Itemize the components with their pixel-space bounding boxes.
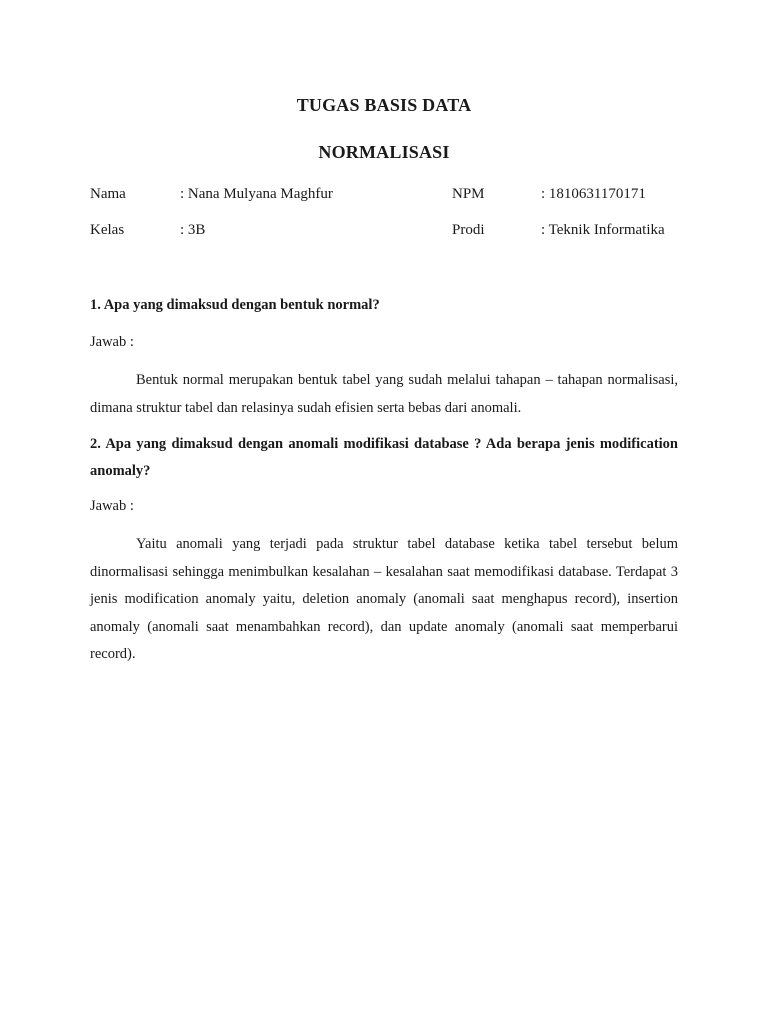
nama-value: : Nana Mulyana Maghfur xyxy=(180,186,333,202)
question-2: 2. Apa yang dimaksud dengan anomali modifikasi database ? Ada berapa jenis modification anomaly? xyxy=(90,436,678,479)
document-title: TUGAS BASIS DATA xyxy=(296,95,472,115)
document-subtitle: NORMALISASI xyxy=(318,142,450,162)
prodi-value: : Teknik Informatika xyxy=(541,222,665,238)
npm-label: NPM xyxy=(452,186,485,202)
answer-label-2: Jawab : xyxy=(90,498,134,514)
answer-label-1: Jawab : xyxy=(90,334,134,350)
answer-2: Yaitu anomali yang terjadi pada struktur tabel database ketika tabel tersebut belum dinormalisasi sehingga menimbulkan kesalahan – kesalahan saat memodifikasi database. Terdapat 3 jenis modification anomaly yaitu, deletion anomaly (anomali saat menghapus record), insertion anomaly (anomali saat menambahkan record), dan update anomaly (anomali saat memperbarui record). xyxy=(90,536,678,662)
kelas-label: Kelas xyxy=(90,222,125,238)
answer-1: Bentuk normal merupakan bentuk tabel yang sudah melalui tahapan – tahapan normalisasi, dimana struktur tabel dan relasinya sudah efisien serta bebas dari anomali. xyxy=(90,372,678,416)
prodi-label: Prodi xyxy=(452,222,485,238)
nama-label: Nama xyxy=(90,186,126,202)
question-1: 1. Apa yang dimaksud dengan bentuk normal? xyxy=(90,297,380,313)
kelas-value: : 3B xyxy=(180,222,206,238)
npm-value: : 1810631170171 xyxy=(541,186,646,202)
